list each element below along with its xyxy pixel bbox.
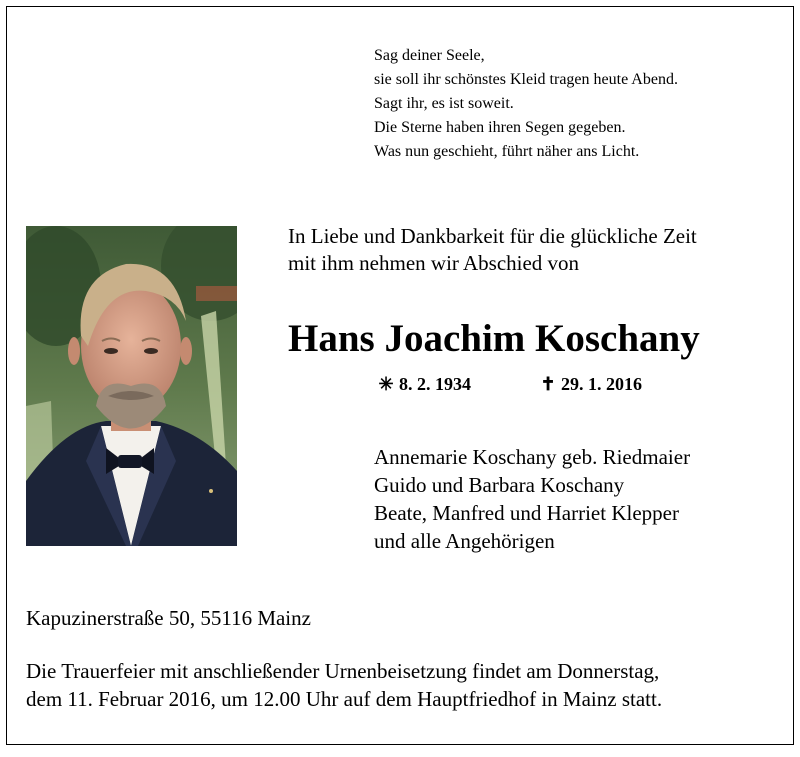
life-dates — [377, 373, 642, 395]
mourner: Annemarie Koschany geb. Riedmaier — [374, 445, 691, 469]
intro-text — [288, 223, 697, 277]
poem-line: Die Sterne haben ihren Segen gegeben. — [374, 119, 626, 136]
birth-date: 8. 2. 1934 — [399, 374, 471, 394]
mourner: Beate, Manfred und Harriet Klepper — [374, 501, 679, 525]
funeral-service-info — [26, 657, 776, 713]
obituary-notice — [6, 6, 794, 745]
intro-line: In Liebe und Dankbarkeit für die glückliche Zeit — [288, 224, 697, 248]
address: Kapuzinerstraße 50, 55116 Mainz — [26, 606, 311, 630]
cross-icon: ✝ — [540, 374, 556, 394]
poem-line: Sagt ihr, es ist soweit. — [374, 95, 514, 112]
deceased-name: Hans Joachim Koschany — [288, 317, 700, 360]
service-line: dem 11. Februar 2016, um 12.00 Uhr auf dem Hauptfriedhof in Mainz statt. — [26, 687, 663, 711]
poem — [374, 44, 678, 164]
poem-line: Was nun geschieht, führt näher ans Licht. — [374, 143, 640, 160]
portrait-photo — [26, 226, 237, 546]
mourner: und alle Angehörigen — [374, 529, 555, 553]
birth-date-group — [377, 374, 471, 394]
birth-star-icon: ✳ — [378, 374, 394, 394]
poem-line: sie soll ihr schönstes Kleid tragen heute Abend. — [374, 71, 678, 88]
service-line: Die Trauerfeier mit anschließender Urnenbeisetzung findet am Donnerstag, — [26, 659, 660, 683]
death-date-group — [539, 373, 642, 395]
poem-line: Sag deiner Seele, — [374, 47, 485, 64]
intro-line: mit ihm nehmen wir Abschied von — [288, 251, 580, 275]
mourners-list — [374, 443, 690, 555]
portrait-illustration — [26, 226, 237, 546]
death-date: 29. 1. 2016 — [561, 374, 642, 394]
mourner: Guido und Barbara Koschany — [374, 473, 625, 497]
